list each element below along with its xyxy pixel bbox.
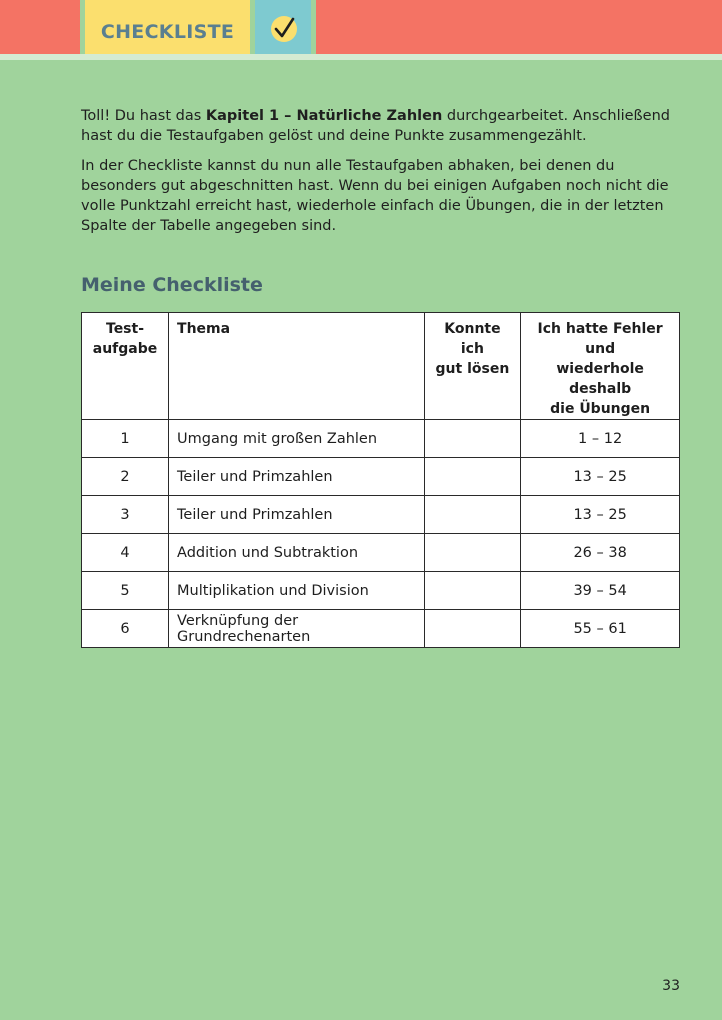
solved-checkbox-cell[interactable] [424, 458, 521, 496]
table-row [82, 458, 680, 496]
header-topic: Thema [169, 313, 425, 420]
header-red-block-left [0, 0, 80, 54]
header-icon-block [255, 0, 311, 54]
table-row [82, 420, 680, 458]
task-number: 1 [82, 420, 169, 458]
exercise-range: 13 – 25 [521, 458, 680, 496]
exercise-range: 1 – 12 [521, 420, 680, 458]
page-header [0, 0, 722, 60]
header-solved: Konnte ich gut lösen [424, 313, 521, 420]
header-title-block [85, 0, 250, 54]
page-number: 33 [662, 978, 680, 994]
header-repeat: Ich hatte Fehler und wiederhole deshalb die Übungen [521, 313, 680, 420]
task-topic: Teiler und Primzahlen [169, 496, 425, 534]
task-number: 6 [82, 610, 169, 648]
table-header-row [82, 313, 680, 420]
task-number: 5 [82, 572, 169, 610]
checklist-table [81, 312, 680, 648]
exercise-range: 55 – 61 [521, 610, 680, 648]
header-title: CHECKLISTE [100, 21, 235, 43]
table-row [82, 572, 680, 610]
table-row [82, 534, 680, 572]
solved-checkbox-cell[interactable] [424, 420, 521, 458]
header-task: Test- aufgabe [82, 313, 169, 420]
solved-checkbox-cell[interactable] [424, 572, 521, 610]
task-number: 4 [82, 534, 169, 572]
task-topic: Verknüpfung der Grundrechenarten [169, 610, 425, 648]
task-topic: Multiplikation und Division [169, 572, 425, 610]
intro-paragraph-1 [81, 106, 681, 146]
table-row [82, 610, 680, 648]
task-topic: Addition und Subtraktion [169, 534, 425, 572]
solved-checkbox-cell[interactable] [424, 610, 521, 648]
task-topic: Teiler und Primzahlen [169, 458, 425, 496]
header-divider [0, 54, 722, 60]
intro-text [81, 106, 681, 246]
task-number: 3 [82, 496, 169, 534]
task-topic: Umgang mit großen Zahlen [169, 420, 425, 458]
solved-checkbox-cell[interactable] [424, 496, 521, 534]
solved-checkbox-cell[interactable] [424, 534, 521, 572]
intro-p1-prefix: Toll! Du hast das [81, 108, 206, 124]
intro-paragraph-2: In der Checkliste kannst du nun alle Testaufgaben abhaken, bei denen du besonders gut abgeschnitten hast. Wenn du bei einigen Aufgaben noch nicht die volle Punktzahl erreicht hast, wiederhole einfach die Übungen, die in der letzten Spalte der Tabelle angegeben sind. [81, 158, 669, 234]
check-circle-icon [271, 16, 297, 42]
task-number: 2 [82, 458, 169, 496]
intro-chapter-name: Kapitel 1 – Natürliche Zahlen [205, 108, 443, 124]
intro-p1-suffix: durchgearbeitet. Anschließend hast du die Testaufgaben gelöst und deine Punkte zusammengezählt. [81, 108, 670, 144]
table-row [82, 496, 680, 534]
exercise-range: 39 – 54 [521, 572, 680, 610]
header-red-block-right [316, 0, 722, 54]
exercise-range: 13 – 25 [521, 496, 680, 534]
exercise-range: 26 – 38 [521, 534, 680, 572]
section-title: Meine Checkliste [81, 274, 263, 296]
